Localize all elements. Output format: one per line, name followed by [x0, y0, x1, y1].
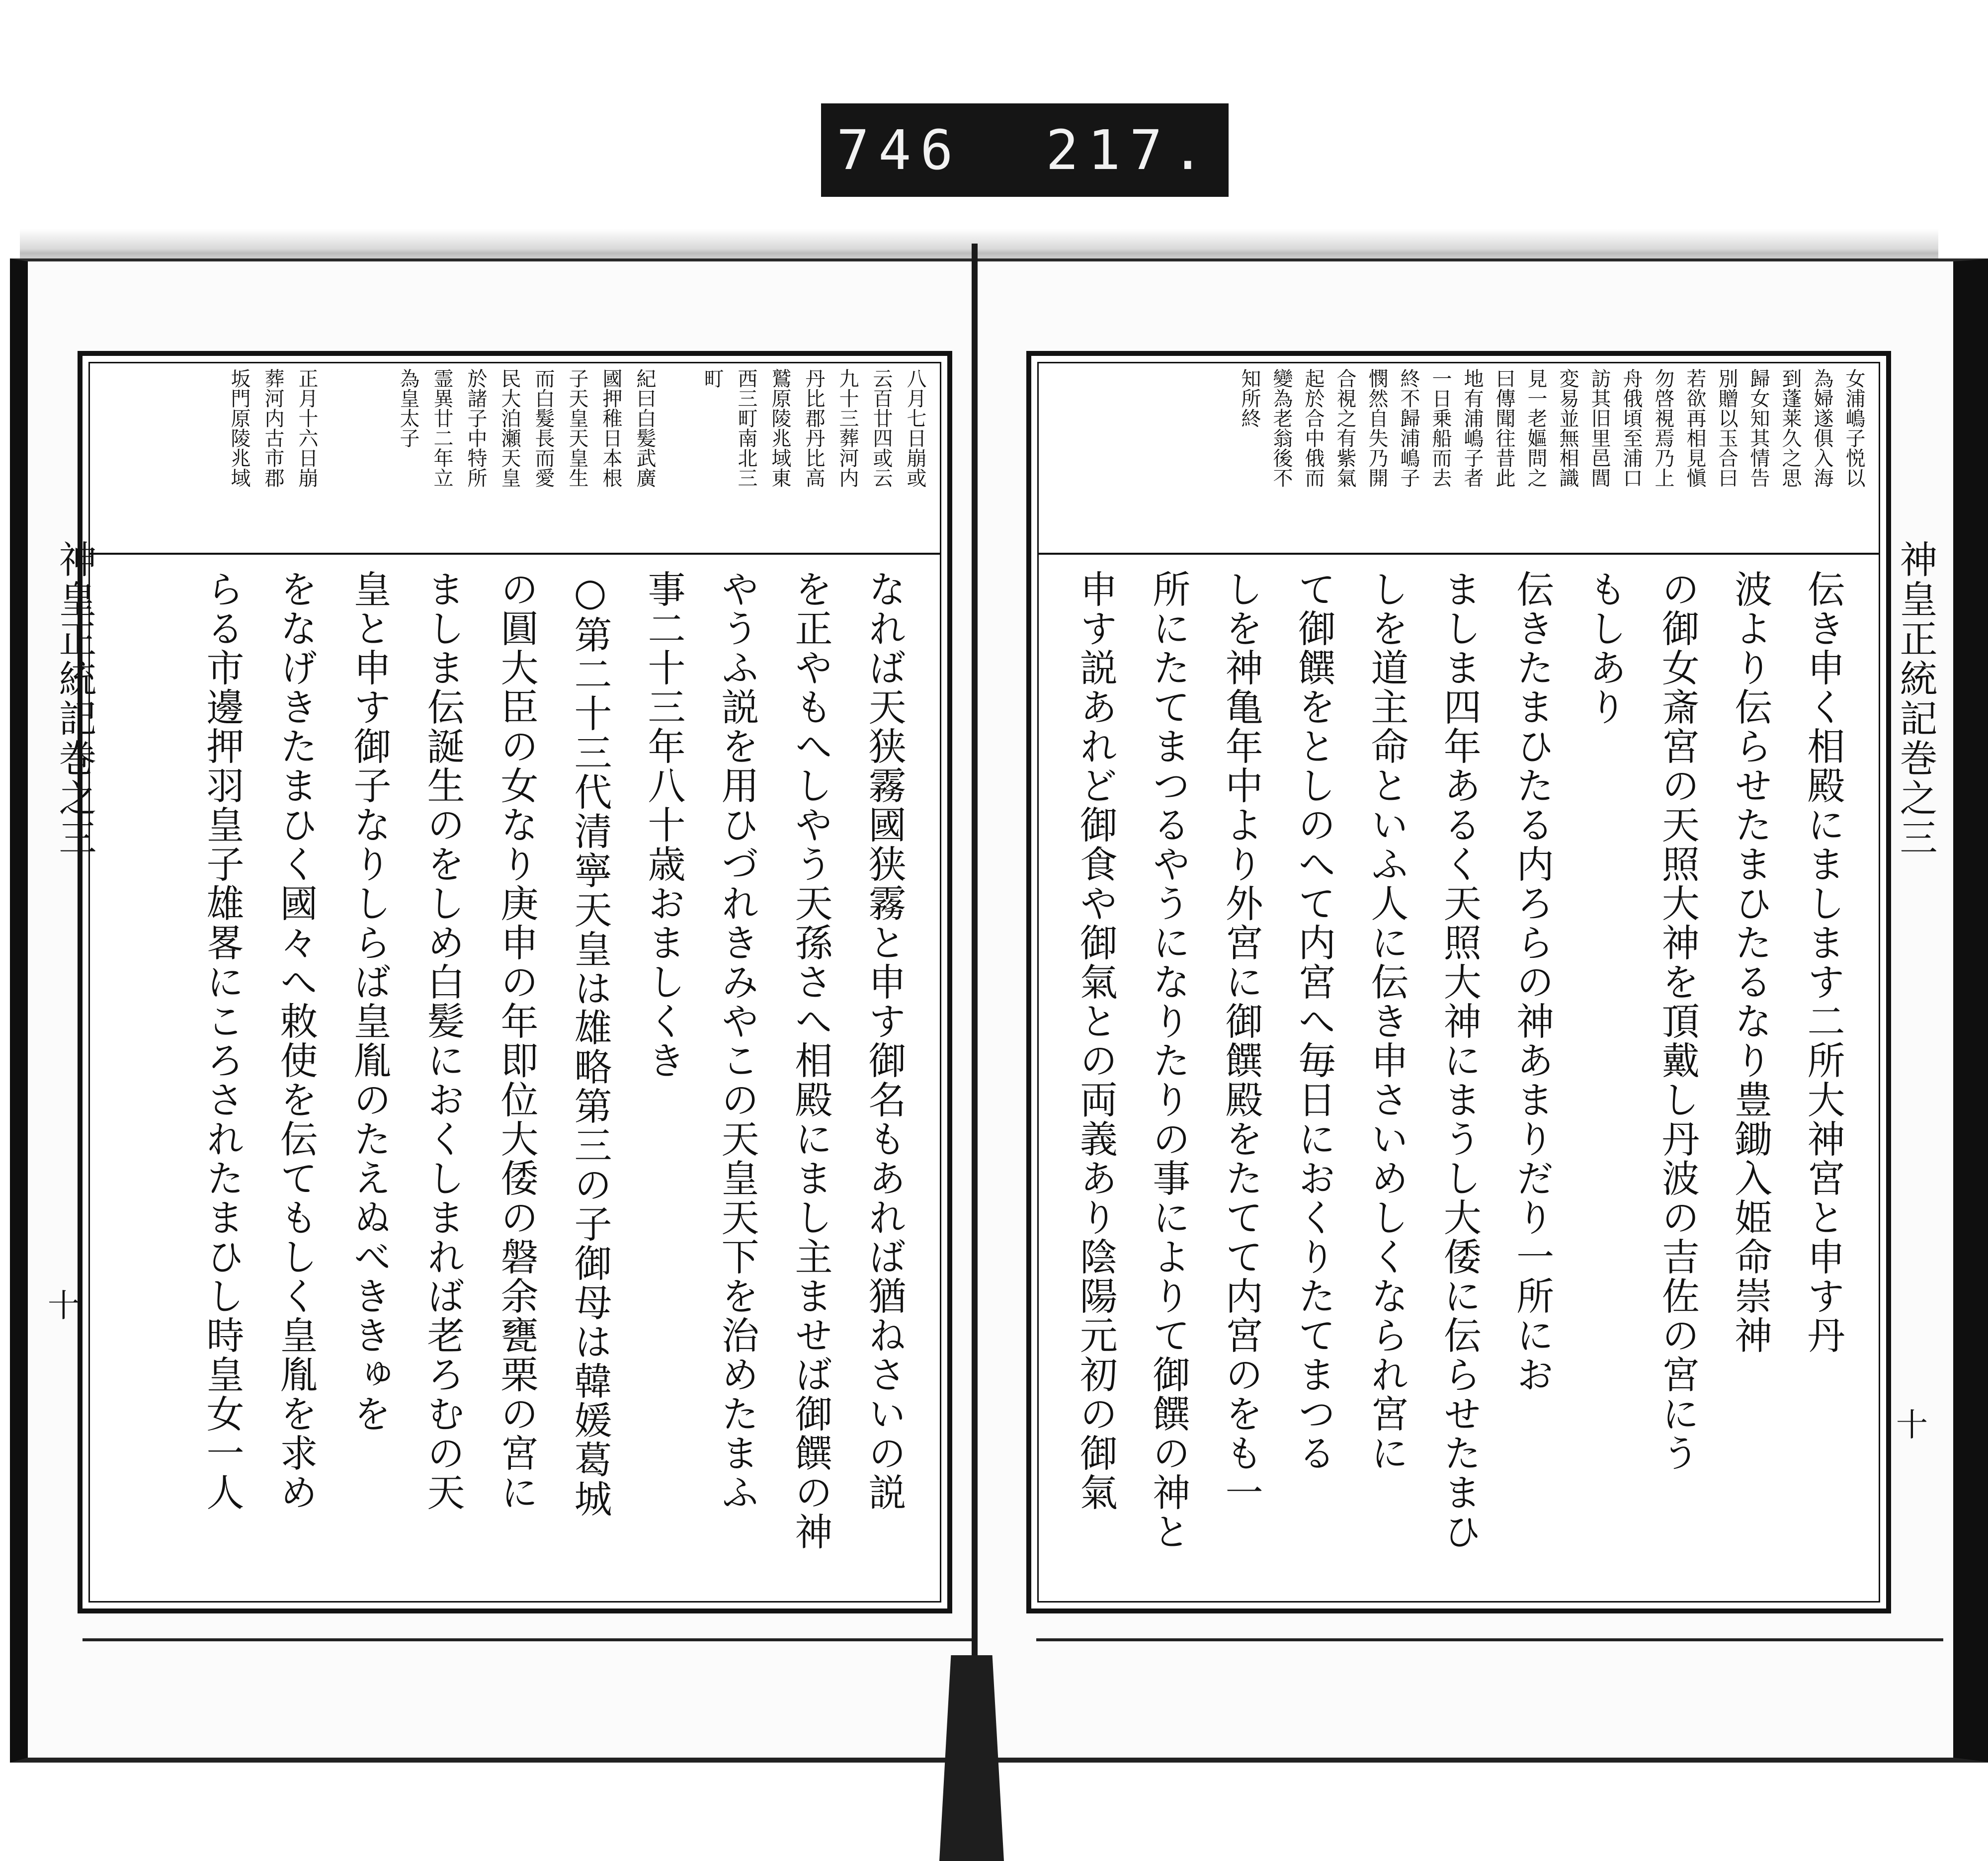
text-column: を正やもへしやう天孫さへ相殿にまし主ませば御饌の神 — [789, 570, 833, 1551]
right-page-frame — [1026, 351, 1891, 1613]
text-column: ましま四年あるく天照大神にまうし大倭に伝らせたまひ — [1437, 570, 1482, 1551]
left-page — [10, 258, 987, 1763]
left-bottom-rule — [83, 1638, 977, 1641]
head-note-column: 勿啓視焉乃上 — [1652, 368, 1674, 488]
head-note-column: 丹比郡丹比高 — [802, 368, 825, 488]
text-column: をなげきたまひく國々へ敕使を伝てもしく皇胤を求め — [274, 570, 318, 1512]
head-note-column: 葬河内古市郡 — [261, 368, 284, 488]
head-note-column: 西三町南北三 — [735, 368, 757, 488]
book-spine — [972, 244, 978, 1789]
head-note-column: 地有浦嶋子者 — [1461, 368, 1484, 488]
text-column: て御饌をとしのへて内宮へ毎日におくりたてまつる — [1292, 570, 1336, 1473]
left-page-inner-rule — [88, 362, 941, 1603]
left-head-notes — [90, 363, 940, 555]
head-note-column: 變為老翁後不 — [1270, 368, 1293, 488]
head-note-column: 町 — [701, 368, 724, 388]
text-column: ましま伝誕生のをしめ白髪におくしまれば老ろむの天 — [421, 570, 465, 1512]
head-note-column: 起於合中俄而 — [1302, 368, 1325, 488]
head-note-column: 見一老嫗問之 — [1524, 368, 1547, 488]
head-note-column: 女浦嶋子悦以 — [1842, 368, 1865, 488]
text-column: の御女斎宮の天照大神を頂戴し丹波の吉佐の宮にう — [1656, 570, 1700, 1473]
right-margin-title: 神皇正統記巻之三 — [1894, 540, 1938, 858]
head-note-column: 為皇太子 — [397, 368, 419, 448]
head-note-column: 曰傳聞往昔此 — [1492, 368, 1515, 488]
head-note-column: 坂門原陵兆域 — [228, 368, 250, 488]
head-note-column — [355, 368, 389, 547]
head-note-column: 到蓬莱久之思 — [1779, 368, 1802, 488]
head-note-column: 九十三葬河内 — [836, 368, 859, 488]
text-column: しを神亀年中より外宮に御饌殿をたてて内宮のをも一 — [1219, 570, 1264, 1512]
text-column: しを道主命といふ人に伝き申さいめしくなられ宮に — [1364, 570, 1409, 1473]
text-column: もしあり — [1582, 570, 1627, 727]
right-body-text — [1039, 555, 1879, 1601]
text-column: らる市邊押羽皇子雄畧にころされたまひし時皇女一人 — [200, 570, 245, 1512]
catalog-number-label: 746 217. — [821, 103, 1229, 197]
head-note-column: 終不歸浦嶋子 — [1397, 368, 1420, 488]
head-note-column: 知所終 — [1238, 368, 1261, 428]
right-page-inner-rule — [1037, 362, 1880, 1603]
right-head-notes — [1039, 363, 1879, 555]
head-note-column — [660, 368, 693, 547]
text-column: 波より伝らせたまひたるなり豊鋤入姫命崇神 — [1728, 570, 1773, 1355]
head-note-column: 鷲原陵兆域東 — [768, 368, 791, 488]
head-note-column: 而白髮長而愛 — [532, 368, 555, 488]
head-note-column: 舟俄頃至浦口 — [1620, 368, 1643, 488]
head-note-column: 於諸子中特所 — [464, 368, 487, 488]
head-note-column: 國押稚日本根 — [599, 368, 622, 488]
head-note-column: 変易並無相識 — [1556, 368, 1579, 488]
text-column: の圓大臣の女なり庚申の年即位大倭の磐余甕栗の宮に — [495, 570, 539, 1512]
text-column: 事二十三年八十歳おましくき — [642, 570, 686, 1080]
text-column: 申す説あれど御食や御氣との両義あり陰陽元初の御氣 — [1074, 570, 1118, 1512]
head-note-column: 一日乗船而去 — [1429, 368, 1452, 488]
head-note-column: 合視之有紫氣 — [1333, 368, 1356, 488]
head-note-column — [322, 368, 355, 547]
head-note-column: 歸女知其情告 — [1747, 368, 1770, 488]
left-folio: 十 — [48, 1288, 80, 1325]
head-note-column: 正月十六日崩 — [295, 368, 318, 488]
text-column: 伝きたまひたる内ろらの神あまりだり一所にお — [1510, 570, 1555, 1394]
head-note-column: 別贈以玉合曰 — [1715, 368, 1738, 488]
left-body-text — [90, 555, 940, 1601]
text-column: やうふ説を用ひづれきみやこの天皇天下を治めたまふ — [715, 570, 759, 1512]
right-page — [982, 258, 1988, 1763]
right-folio: 十 — [1896, 1407, 1928, 1444]
head-note-column: 憫然自失乃開 — [1365, 368, 1388, 488]
text-column: 皇と申す御子なりしらば皇胤のたえぬべききゅを — [347, 570, 392, 1434]
text-column: 伝き申く相殿にまします二所大神宮と申す丹 — [1801, 570, 1845, 1355]
head-note-column: 子天皇天皇生 — [566, 368, 588, 488]
left-margin-title: 神皇正統記巻之三 — [53, 540, 97, 858]
head-note-column: 云百廿四或云 — [870, 368, 893, 488]
left-page-frame — [78, 351, 952, 1613]
text-column: なれば天狭霧國狭霧と申す御名もあれば猶ねさいの説 — [862, 570, 907, 1512]
right-bottom-rule — [1036, 1638, 1943, 1641]
head-note-column: 霊異廿二年立 — [430, 368, 453, 488]
text-column: ○第二十三代清寧天皇は雄略第三の子御母は韓媛葛城 — [568, 570, 612, 1519]
text-column: 所にたてまつるやうになりたりの事によりて御饌の神と — [1146, 570, 1191, 1551]
head-note-column: 八月七日崩或 — [904, 368, 926, 488]
head-note-column: 紀曰白髪武廣 — [633, 368, 656, 488]
head-note-column: 訪其旧里邑閭 — [1588, 368, 1611, 488]
head-note-column: 民大泊瀬天皇 — [498, 368, 521, 488]
head-note-column: 若欲再相見愼 — [1683, 368, 1706, 488]
head-note-column: 為婦遂俱入海 — [1811, 368, 1833, 488]
